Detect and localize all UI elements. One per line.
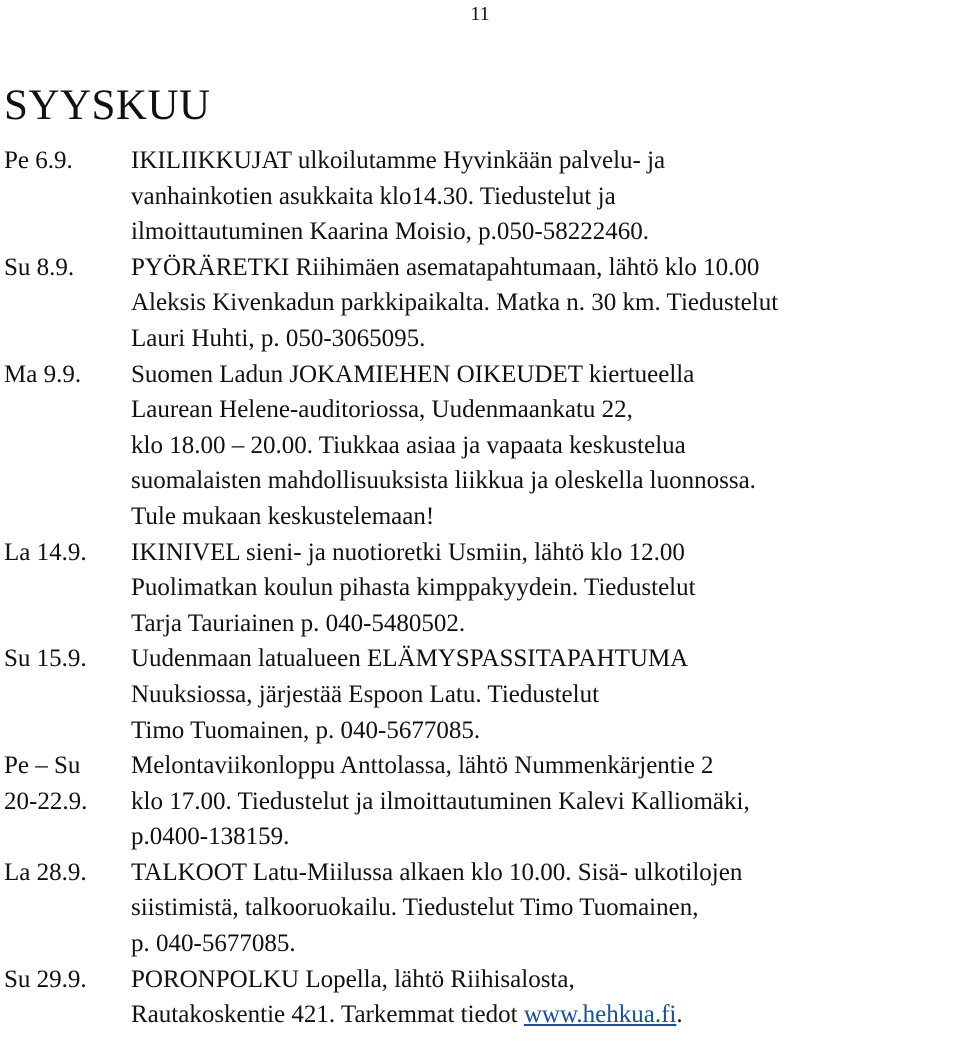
event-text-line: Timo Tuomainen, p. 040-5677085. [131, 716, 481, 744]
event-description [131, 962, 960, 1033]
event-text-line: vanhainkotien asukkaita klo14.30. Tiedustelut ja [131, 182, 616, 210]
event-description [131, 250, 960, 357]
event-text-line: IKILIIKKUJAT ulkoilutamme Hyvinkään palvelu- ja [131, 147, 666, 174]
event-text-fragment: Rautakoskentie 421. Tarkemmat tiedot [131, 1001, 524, 1029]
event-text-line: ilmoittautuminen Kaarina Moisio, p.050-58222460. [131, 218, 649, 246]
website-link[interactable]: www.hehkua.fi [523, 1001, 677, 1029]
page-number: 11 [470, 3, 490, 25]
event-date [4, 641, 131, 677]
event-date-line: 20-22.9. [4, 787, 88, 815]
event-item [4, 143, 960, 250]
event-text-line: klo 18.00 – 20.00. Tiukkaa asiaa ja vapaata keskustelua [131, 431, 686, 459]
event-text-line: klo 17.00. Tiedustelut ja ilmoittautuminen Kalevi Kalliomäki, [131, 787, 750, 815]
event-text-line: Aleksis Kivenkadun parkkipaikalta. Matka n. 30 km. Tiedustelut [131, 289, 779, 317]
event-date-line: La 28.9. [4, 858, 87, 886]
event-text-line: p.0400-138159. [131, 823, 290, 851]
event-date [4, 535, 131, 571]
event-date-line: Su 15.9. [4, 645, 87, 673]
event-date-line: Pe 6.9. [4, 147, 73, 174]
event-text-line: PORONPOLKU Lopella, lähtö Riihisalosta, [131, 965, 575, 993]
event-item [4, 748, 960, 855]
event-text-line: Uudenmaan latualueen ELÄMYSPASSITAPAHTUMA [131, 645, 689, 673]
page-title: SYYSKUU [4, 82, 211, 129]
event-description [131, 748, 960, 855]
event-description [131, 855, 960, 962]
event-text-line: TALKOOT Latu-Miilussa alkaen klo 10.00. Sisä- ulkotilojen [131, 858, 743, 886]
event-description [131, 641, 960, 748]
event-list [4, 143, 960, 1033]
event-text-fragment: . [676, 1001, 683, 1029]
event-date-line: La 14.9. [4, 538, 87, 566]
event-date-line: Ma 9.9. [4, 360, 82, 388]
event-text-line: Suomen Ladun JOKAMIEHEN OIKEUDET kiertueella [131, 360, 695, 388]
event-date [4, 250, 131, 286]
event-date-line: Su 29.9. [4, 965, 87, 993]
event-item [4, 855, 960, 962]
event-text-line: Lauri Huhti, p. 050-3065095. [131, 324, 426, 352]
event-text-line: IKINIVEL sieni- ja nuotioretki Usmiin, lähtö klo 12.00 [131, 538, 685, 566]
event-item [4, 357, 960, 535]
event-text-line: p. 040-5677085. [131, 930, 296, 958]
event-text-line: PYÖRÄRETKI Riihimäen asematapahtumaan, lähtö klo 10.00 [131, 253, 760, 281]
event-text-line: Melontaviikonloppu Anttolassa, lähtö Nummenkärjentie 2 [131, 752, 714, 780]
event-text-line: Tarja Tauriainen p. 040-5480502. [131, 609, 466, 637]
event-item [4, 962, 960, 1033]
event-date-line: Pe – Su [4, 752, 81, 780]
event-text-line: Laurean Helene-auditoriossa, Uudenmaankatu 22, [131, 396, 633, 424]
event-date [4, 143, 131, 179]
event-text-line: Nuuksiossa, järjestää Espoon Latu. Tiedustelut [131, 680, 600, 708]
event-item [4, 250, 960, 357]
event-item [4, 535, 960, 642]
event-text-line-with-link [131, 997, 960, 1033]
event-date [4, 748, 131, 819]
event-date-line: Su 8.9. [4, 253, 75, 281]
event-date [4, 855, 131, 891]
event-text-line: Puolimatkan koulun pihasta kimppakyydein. Tiedustelut [131, 574, 696, 602]
event-date [4, 962, 131, 998]
event-description [131, 143, 960, 250]
event-text-line: Tule mukaan keskustelemaan! [131, 502, 435, 530]
event-date [4, 357, 131, 393]
event-text-line: suomalaisten mahdollisuuksista liikkua ja oleskella luonnossa. [131, 467, 756, 495]
event-description [131, 357, 960, 535]
event-text-line: siistimistä, talkooruokailu. Tiedustelut Timo Tuomainen, [131, 894, 699, 922]
event-item [4, 641, 960, 748]
event-description [131, 535, 960, 642]
